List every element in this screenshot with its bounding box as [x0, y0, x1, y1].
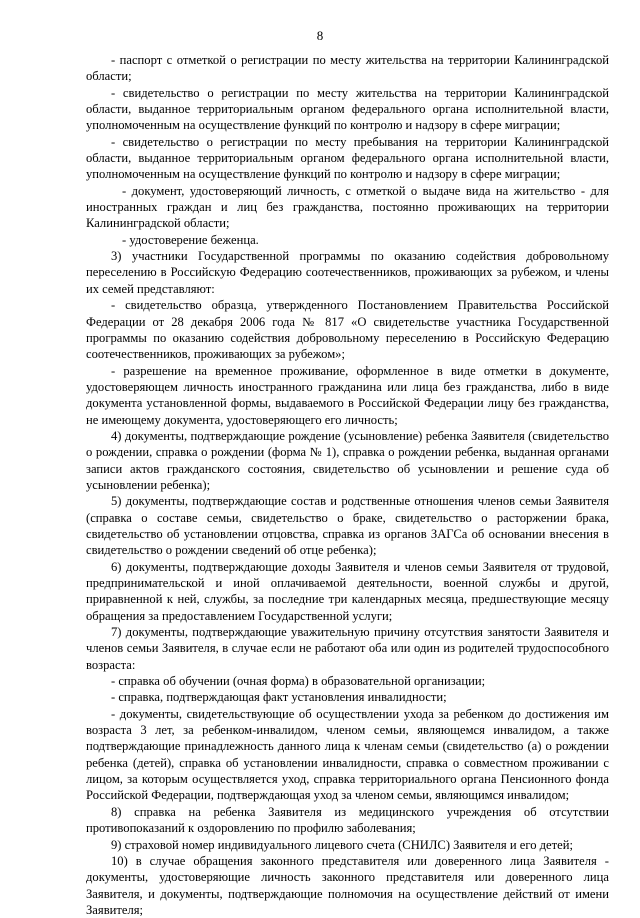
paragraph-item-3: 3) участники Государственной программы по оказанию содействия добровольному переселению в Российскую Федерацию соотечественников, проживающих за рубежом, и члены их семей представляют: — [86, 249, 609, 296]
paragraph-stay-certificate: - свидетельство о регистрации по месту пребывания на территории Калининградской области, выданное территориальным органом федерального органа исполнительной власти, уполномоченным на осуществление функций по контролю и надзору в сфере миграции; — [86, 134, 609, 182]
paragraph-program-certificate: - свидетельство образца, утвержденного Постановлением Правительства Российской Федерации от 28 декабря 2006 года № 817 «О свидетельстве участника Государственной программы по оказанию содействия добровольному переселению в Российскую Федерацию соотечественников, проживающих за рубежом»; — [86, 298, 609, 362]
page-number: 8 — [316, 28, 324, 43]
paragraph-disability-certificate: - справка, подтверждающая факт установления инвалидности; — [111, 690, 447, 705]
paragraph-care-documents: - документы, свидетельствующие об осуществлении ухода за ребенком до достижения им возраста 3 лет, за ребенком-инвалидом, членом семьи, являющемся инвалидом, а также подтверждающие принадлежность данного лица к членам семьи (свидетельство (а) о рождении ребенка (детей), справка об установлении инвалидности, справка о совместном проживании с лицом, за которым осуществляется уход, справка территориального органа Пенсионного фонда Российской Федерации, подтверждающая уход за членом семьи, являющимся инвалидом; — [86, 706, 609, 803]
paragraph-temporary-residence: - разрешение на временное проживание, оформленное в виде отметки в документе, удостоверяющем личность иностранного гражданина или лица без гражданства, либо в виде документа установленной формы, выдаваемого в Российской Федерации лицу без гражданства, не имеющему документа, удостоверяющего его личность; — [86, 363, 609, 427]
paragraph-item-8: 8) справка на ребенка Заявителя из медицинского учреждения об отсутствии противопоказаний к оздоровлению по профилю заболевания; — [86, 804, 609, 836]
paragraph-refugee-certificate: - удостоверение беженца. — [122, 232, 259, 247]
paragraph-item-4: 4) документы, подтверждающие рождение (усыновление) ребенка Заявителя (свидетельство о рождении, справка о рождении (форма № 1), справка о рождении ребенка, выданная органами записи актов гражданского состояния, свидетельство об усыновлении и решение суда об усыновлении ребенка); — [86, 428, 609, 492]
document-body — [86, 52, 609, 918]
paragraph-item-10: 10) в случае обращения законного представителя или доверенного лица Заявителя - документы, удостоверяющие личность законного представителя или доверенного лица Заявителя, и документы, подтверждающие полномочия на осуществление действий от имени Заявителя; — [86, 853, 609, 917]
paragraph-item-9: 9) страховой номер индивидуального лицевого счета (СНИЛС) Заявителя и его детей; — [111, 837, 573, 852]
paragraph-passport: - паспорт с отметкой о регистрации по месту жительства на территории Калининградской области; — [86, 53, 609, 84]
paragraph-study-certificate: - справка об обучении (очная форма) в образовательной организации; — [111, 674, 486, 689]
paragraph-item-6: 6) документы, подтверждающие доходы Заявителя и членов семьи Заявителя от трудовой, предпринимательской и иной оплачиваемой деятельности, военной службы и другой, приравненной к ней, службы, за последние три календарных месяца, предшествующие месяцу обращения за предоставлением Государственной услуги; — [86, 559, 609, 623]
paragraph-residence-permit: - документ, удостоверяющий личность, с отметкой о выдаче вида на жительство - для иностранных граждан и лиц без гражданства, постоянно проживающих на территории Калининградской области; — [86, 183, 609, 231]
paragraph-item-7: 7) документы, подтверждающие уважительную причину отсутствия занятости Заявителя и членов семьи Заявителя, в случае если не работают оба или один из родителей трудоспособного возраста: — [86, 625, 609, 672]
paragraph-item-5: 5) документы, подтверждающие состав и родственные отношения членов семьи Заявителя (справка о составе семьи, свидетельство о браке, свидетельство о расторжении брака, свидетельство об установлении отцовства, справка из органов ЗАГСа об основании внесения в свидетельство о рождении сведений об отце ребенка); — [86, 494, 609, 558]
paragraph-residence-certificate: - свидетельство о регистрации по месту жительства на территории Калининградской области, выданное территориальным органом федерального органа исполнительной власти, уполномоченным на осуществление функций по контролю и надзору в сфере миграции; — [86, 85, 609, 133]
